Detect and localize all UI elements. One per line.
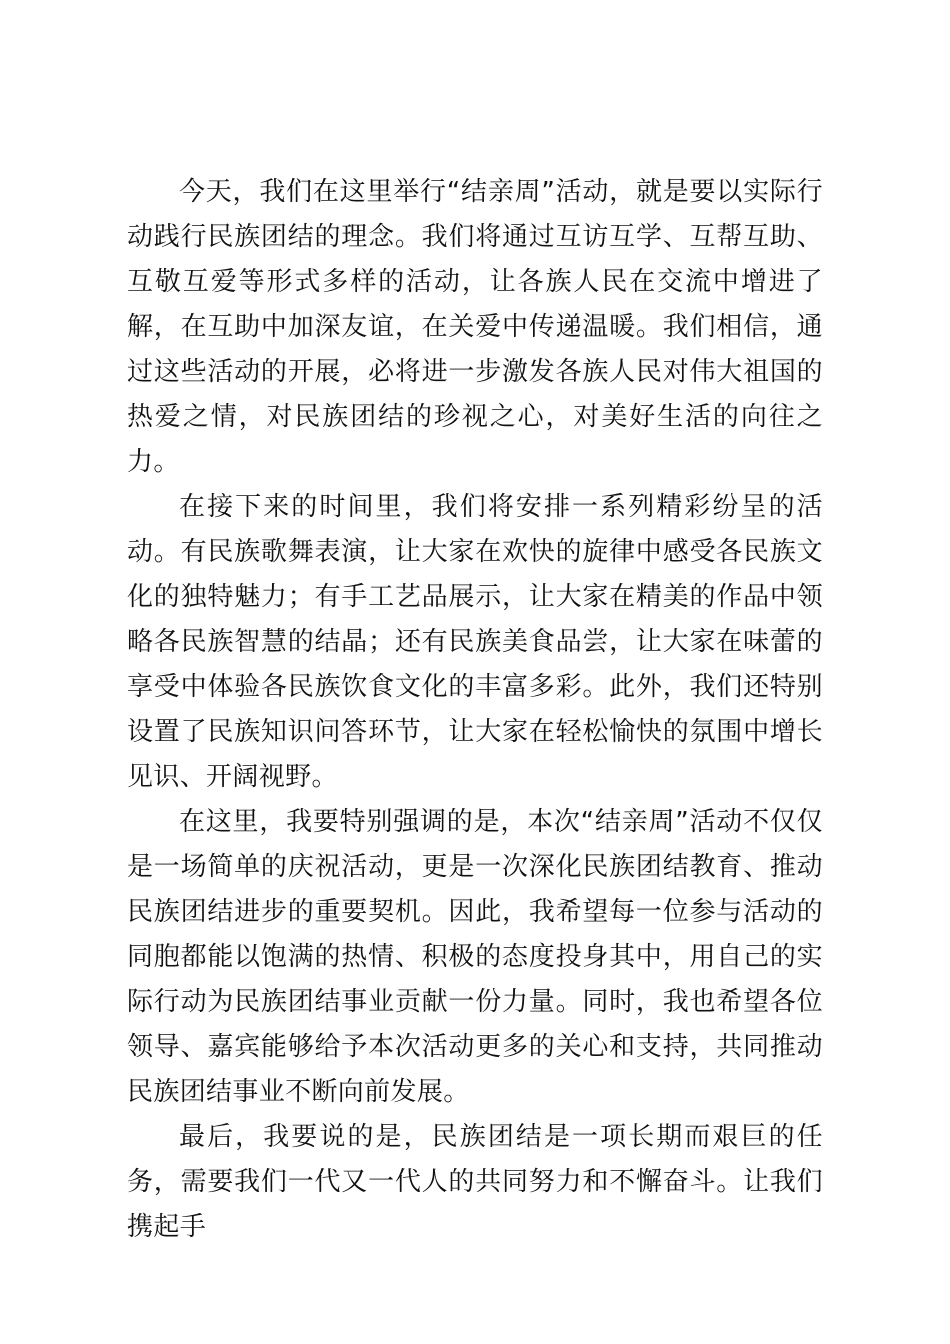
document-body (127, 170, 823, 1250)
paragraph-4: 最后，我要说的是，民族团结是一项长期而艰巨的任务，需要我们一代又一代人的共同努力和不懈奋斗。让我们携起手 (127, 1122, 823, 1242)
paragraph-3: 在这里，我要特别强调的是，本次“结亲周”活动不仅仅是一场简单的庆祝活动，更是一次深化民族团结教育、推动民族团结进步的重要契机。因此，我希望每一位参与活动的同胞都能以饱满的热情、积极的态度投身其中，用自己的实际行动为民族团结事业贡献一份力量。同时，我也希望各位领导、嘉宾能够给予本次活动更多的关心和支持，共同推动民族团结事业不断向前发展。 (127, 807, 823, 1107)
paragraph-1: 今天，我们在这里举行“结亲周”活动，就是要以实际行动践行民族团结的理念。我们将通过互访互学、互帮互助、互敬互爱等形式多样的活动，让各族人民在交流中增进了解，在互助中加深友谊，在关爱中传递温暖。我们相信，通过这些活动的开展，必将进一步激发各族人民对伟大祖国的热爱之情，对民族团结的珍视之心，对美好生活的向往之力。 (127, 177, 823, 477)
paragraph-2: 在接下来的时间里，我们将安排一系列精彩纷呈的活动。有民族歌舞表演，让大家在欢快的旋律中感受各民族文化的独特魅力；有手工艺品展示，让大家在精美的作品中领略各民族智慧的结晶；还有民族美食品尝，让大家在味蕾的享受中体验各民族饮食文化的丰富多彩。此外，我们还特别设置了民族知识问答环节，让大家在轻松愉快的氛围中增长见识、开阔视野。 (127, 492, 823, 792)
